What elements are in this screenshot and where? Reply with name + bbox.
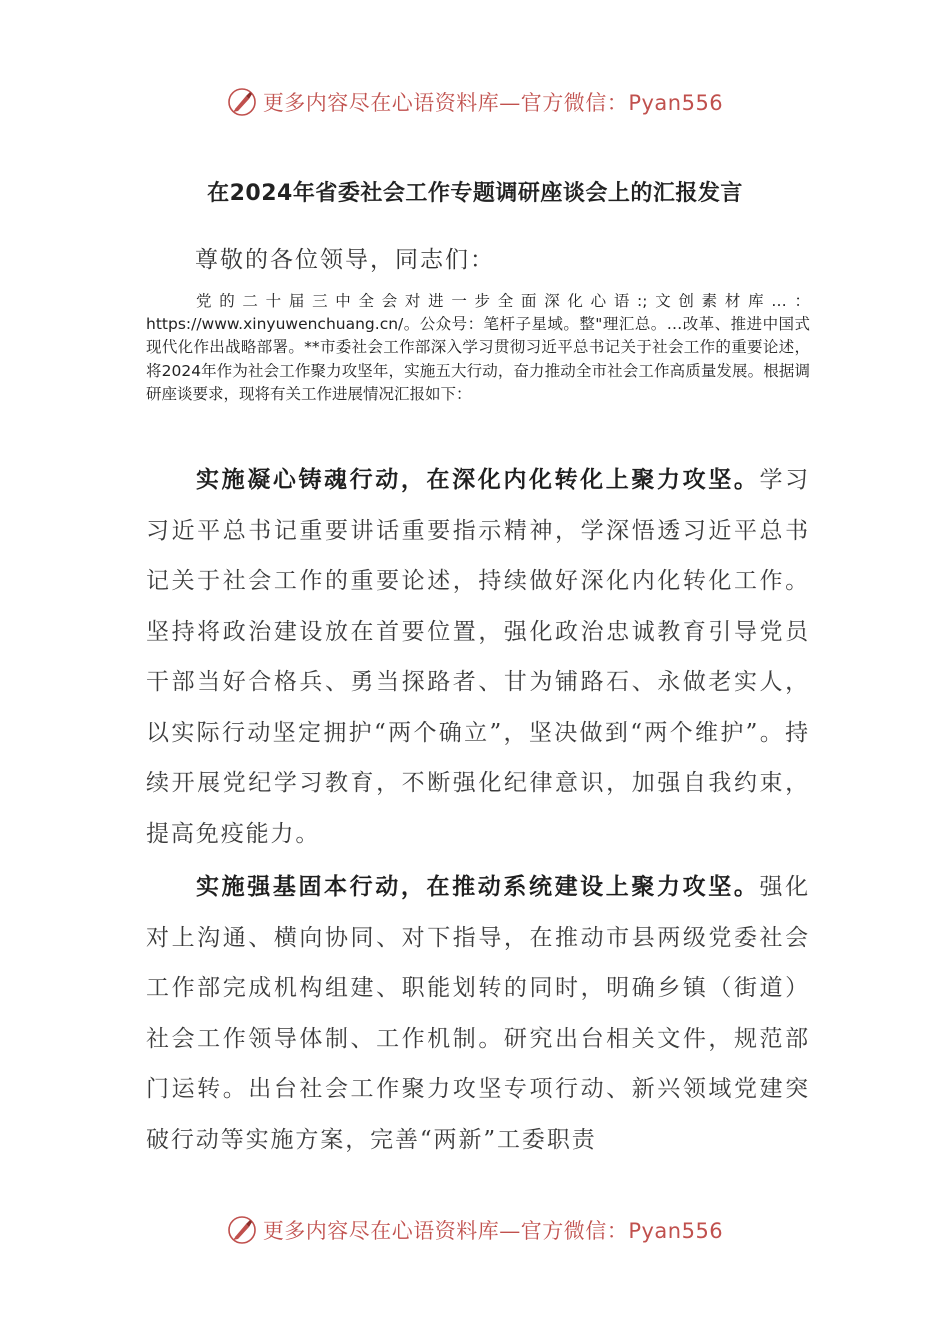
wechat-account: Pyan556 xyxy=(628,91,724,115)
paragraph-2 xyxy=(146,862,810,1165)
header-watermark-banner xyxy=(0,82,950,122)
paragraph-2-lead: 实施强基固本行动，在推动系统建设上聚力攻坚。 xyxy=(196,874,760,900)
paragraph-2-body: 强化对上沟通、横向协同、对下指导，在推动市县两级党委社会工作部完成机构组建、职能划转的同时，明确乡镇（街道）社会工作领导体制、工作机制。研究出台相关文件，规范部门运转。出台社会工作聚力攻坚专项行动、新兴领域党建突破行动等实施方案，完善“两新”工委职责 xyxy=(146,874,810,1153)
wechat-account: Pyan556 xyxy=(628,1219,724,1243)
pen-nib-logo-icon xyxy=(227,87,257,117)
paragraph-1-lead: 实施凝心铸魂行动，在深化内化转化上聚力攻坚。 xyxy=(196,467,760,493)
salutation: 尊敬的各位领导，同志们： xyxy=(195,247,495,273)
pen-nib-logo-icon xyxy=(227,1215,257,1245)
paragraph-1 xyxy=(146,455,810,859)
banner-text: 更多内容尽在心语资料库—官方微信：Pyan556 xyxy=(262,91,724,115)
document-title: 在2024年省委社会工作专题调研座谈会上的汇报发言 xyxy=(207,181,743,206)
banner-text: 更多内容尽在心语资料库—官方微信：Pyan556 xyxy=(262,1219,724,1243)
footer-watermark-banner xyxy=(0,1210,950,1250)
paragraph-1-body: 学习习近平总书记重要讲话重要指示精神，学深悟透习近平总书记关于社会工作的重要论述，持续做好深化内化转化工作。坚持将政治建设放在首要位置，强化政治忠诚教育引导党员干部当好合格兵、勇当探路者、甘为铺路石、永做老实人，以实际行动坚定拥护“两个确立”，坚决做到“两个维护”。持续开展党纪学习教育，不断强化纪律意识，加强自我约束，提高免疫能力。 xyxy=(146,467,810,847)
intro-paragraph: 党的二十届三中全会对进一步全面深化心语:;文创素材库…：https://www.xinyuwenchuang.cn/。公众号：笔杆子星域。整"理汇总。…改革、推进中国式现代化作出战略部署。**市委社会工作部深入学习贯彻习近平总书记关于社会工作的重要论述，将2024年作为社会工作聚力攻坚年，实施五大行动，奋力推动全市社会工作高质量发展。根据调研座谈要求，现将有关工作进展情况汇报如下： xyxy=(146,292,810,403)
